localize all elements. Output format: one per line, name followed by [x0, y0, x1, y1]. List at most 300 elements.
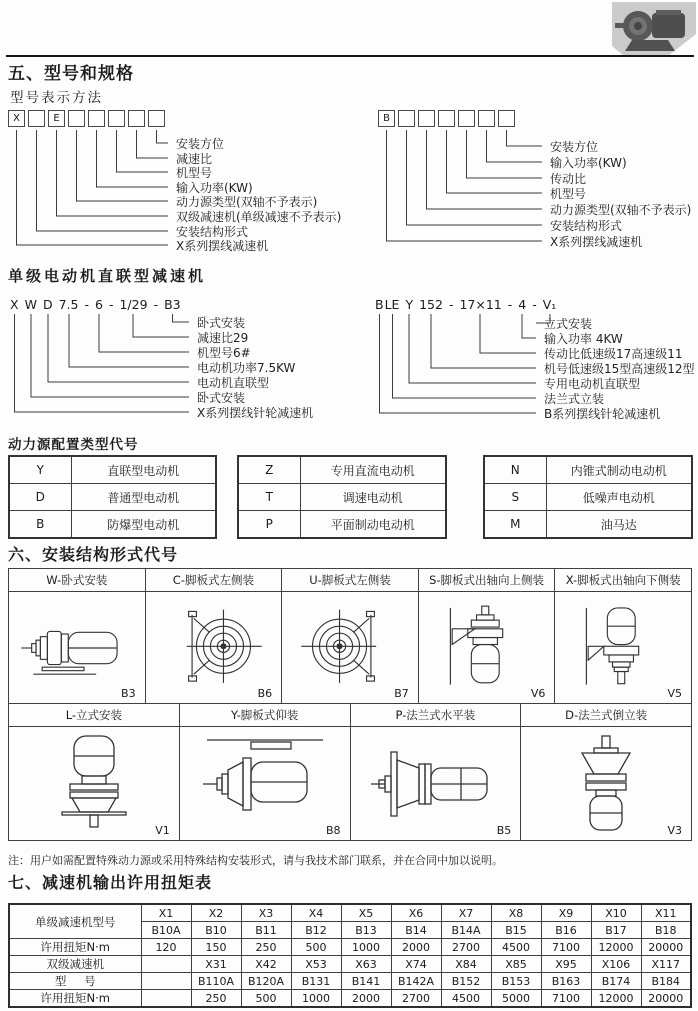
- path: [77, 130, 169, 201]
- rect: [652, 13, 685, 38]
- torque-value-cell: X5: [341, 904, 391, 922]
- path: [173, 314, 190, 322]
- torque-row: [9, 904, 691, 922]
- power-code-cell: Z: [238, 456, 300, 484]
- model-code-diagram-x-label: 安装方位: [176, 137, 225, 151]
- torque-value-cell: X117: [641, 956, 691, 973]
- install-form-cell: [555, 592, 692, 704]
- mounting-code: V5: [667, 687, 682, 700]
- rect: [42, 667, 84, 670]
- code-token: -: [448, 297, 454, 312]
- power-source-row: [9, 511, 216, 539]
- model-code-diagram-b-label: 安装方位: [550, 140, 599, 154]
- power-desc-cell: 油马达: [546, 511, 692, 539]
- torque-value-cell: 20000: [641, 939, 691, 956]
- torque-value-cell: 250: [241, 939, 291, 956]
- example-code-diagram-xwd-label: X系列摆线针轮减速机: [197, 406, 314, 420]
- front-feet-right-icon: [282, 597, 418, 699]
- torque-value-cell: X106: [591, 956, 641, 973]
- product-photo: [612, 2, 696, 60]
- torque-value-cell: 250: [191, 990, 241, 1008]
- mounting-code: B3: [121, 687, 136, 700]
- torque-row-label: 许用扭矩N·m: [9, 939, 141, 956]
- rect: [473, 637, 497, 644]
- install-form-header: Y-脚板式仰装: [179, 704, 350, 727]
- rect: [613, 661, 630, 666]
- tbody: [484, 456, 692, 538]
- model-code-diagram-x: [8, 110, 408, 262]
- code-token: 6: [95, 297, 103, 312]
- example-code-diagram-ble-label: B系列摆线针轮减速机: [544, 407, 661, 421]
- wall-shaft-down-icon: [555, 597, 691, 699]
- code-box: B: [378, 110, 395, 127]
- torque-value-cell: [141, 990, 191, 1008]
- tbody: [238, 456, 446, 538]
- power-desc-cell: 普通型电动机: [71, 484, 216, 511]
- torque-row-label: 许用扭矩N·m: [9, 990, 141, 1008]
- torque-value-cell: 12000: [591, 939, 641, 956]
- model-code-diagram-b: [378, 110, 698, 262]
- example-code-diagram-ble-label: 传动比低速级17高速级11: [544, 347, 683, 361]
- rect: [40, 636, 47, 659]
- div: [8, 110, 168, 129]
- torque-value-cell: 1000: [291, 990, 341, 1008]
- torque-value-cell: X8: [491, 904, 541, 922]
- path: [480, 314, 536, 353]
- power-source-row: [9, 456, 216, 484]
- power-desc-cell: 专用直流电动机: [300, 456, 446, 484]
- power-source-title: 动力源配置类型代号: [8, 437, 139, 453]
- code-box: [498, 110, 515, 127]
- rect: [31, 643, 35, 652]
- power-source-table-3: [483, 455, 693, 539]
- code-token: -: [84, 297, 89, 312]
- header-rule: [6, 55, 694, 57]
- rect: [419, 764, 425, 804]
- power-source-row: [484, 484, 692, 511]
- rect: [251, 742, 291, 749]
- torque-value-cell: B152: [441, 973, 491, 990]
- torque-value-cell: X1: [141, 904, 191, 922]
- code-box: E: [48, 110, 65, 127]
- torque-value-cell: B11: [241, 922, 291, 939]
- path: [15, 314, 190, 412]
- torque-value-cell: X11: [641, 904, 691, 922]
- torque-value-cell: B110A: [191, 973, 241, 990]
- tr: [9, 592, 692, 704]
- power-source-row: [238, 484, 446, 511]
- torque-value-cell: X31: [191, 956, 241, 973]
- rect: [586, 774, 626, 781]
- polygon: [452, 628, 475, 644]
- torque-row: [9, 939, 691, 956]
- vertical-shaft-down-icon: [9, 732, 179, 836]
- front-feet-left-icon: [146, 597, 282, 699]
- torque-value-cell: B131: [291, 973, 341, 990]
- power-source-row: [484, 456, 692, 484]
- path: [31, 314, 189, 397]
- power-code-cell: P: [238, 511, 300, 539]
- code-box: [438, 110, 455, 127]
- path: [17, 130, 169, 245]
- install-form-cell: [9, 727, 180, 841]
- model-code-diagram-b-label: 传动比: [550, 172, 587, 186]
- torque-row-label: 型 号: [9, 973, 141, 990]
- install-form-cell: [179, 727, 350, 841]
- torque-value-cell: 12000: [591, 990, 641, 1008]
- torque-value-cell: X53: [291, 956, 341, 973]
- install-form-cell: [521, 727, 692, 841]
- power-code-cell: B: [9, 511, 71, 539]
- path: [69, 314, 189, 367]
- rect: [425, 764, 431, 804]
- torque-value-cell: [141, 973, 191, 990]
- ceiling-horizontal-icon: [180, 732, 350, 836]
- code-token: 1/29: [119, 297, 148, 312]
- code-box: [478, 110, 495, 127]
- tr: [9, 569, 692, 592]
- code-token: W: [24, 297, 37, 312]
- torque-value-cell: X2: [191, 904, 241, 922]
- power-desc-cell: 内锥式制动电动机: [546, 456, 692, 484]
- model-code-diagram-x-label: 机型号: [176, 166, 213, 180]
- example-code-diagram-ble-label: 法兰式立装: [544, 392, 605, 406]
- mounting-code: V3: [667, 824, 682, 837]
- rect: [217, 778, 222, 790]
- install-form-header: P-法兰式水平装: [350, 704, 521, 727]
- example-code-diagram-ble-label: 立式安装: [544, 317, 593, 331]
- path: [99, 314, 189, 352]
- single-stage-title: 单级电动机直联型减速机: [8, 267, 207, 285]
- path: [387, 130, 543, 241]
- rect: [471, 620, 499, 627]
- horizontal-side-icon: [9, 597, 145, 699]
- code-box: [148, 110, 165, 127]
- torque-table: [8, 903, 692, 1008]
- model-code-diagram-x-label: 双级减速机(单级减速不予表示): [176, 210, 342, 224]
- model-code-diagram-b-connector-lines: [378, 110, 698, 262]
- power-code-cell: Y: [9, 456, 71, 484]
- tbody: [9, 904, 691, 1007]
- power-code-cell: M: [484, 511, 546, 539]
- torque-value-cell: B13: [341, 922, 391, 939]
- torque-value-cell: B153: [491, 973, 541, 990]
- rect: [391, 752, 397, 816]
- torque-value-cell: X4: [291, 904, 341, 922]
- path: [48, 314, 189, 382]
- install-form-header: U-脚板式左侧装: [282, 569, 419, 592]
- rect: [222, 774, 228, 794]
- torque-value-cell: 2000: [391, 939, 441, 956]
- rect: [586, 783, 626, 790]
- svg: [562, 597, 684, 699]
- rect: [596, 790, 616, 796]
- torque-value-cell: B10: [191, 922, 241, 939]
- torque-row: [9, 990, 691, 1008]
- polygon: [582, 753, 630, 774]
- model-code-diagram-x-label: 安装结构形式: [176, 225, 249, 239]
- model-code-diagram-b-label: 机型号: [550, 187, 587, 201]
- mounting-code: V6: [530, 687, 546, 700]
- torque-value-cell: B18: [641, 922, 691, 939]
- torque-value-cell: 20000: [641, 990, 691, 1008]
- code-token: Y: [405, 297, 414, 312]
- power-source-row: [484, 511, 692, 539]
- example-code-diagram-xwd-label: 电动机直联型: [197, 376, 270, 390]
- svg: [289, 597, 411, 699]
- example-code-diagram-xwd-label: 电动机功率7.5KW: [197, 361, 296, 375]
- power-desc-cell: 平面制动电动机: [300, 511, 446, 539]
- svg: [152, 597, 274, 699]
- torque-value-cell: 150: [191, 939, 241, 956]
- example-code-diagram-ble: [375, 294, 697, 434]
- code-token: D: [42, 297, 53, 312]
- path: [427, 130, 543, 209]
- torque-value-cell: B163: [541, 973, 591, 990]
- section6-title: 六、安装结构形式代号: [8, 545, 179, 564]
- tbody: [9, 569, 692, 704]
- rect: [90, 815, 98, 827]
- torque-value-cell: 4500: [491, 939, 541, 956]
- example-code-diagram-ble-label: 专用电动机直联型: [544, 377, 641, 391]
- svg: [16, 597, 138, 699]
- install-form-header: S-脚板式出轴向上侧装: [418, 569, 555, 592]
- flange-inverted-icon: [521, 732, 691, 836]
- torque-value-cell: 5000: [491, 990, 541, 1008]
- path: [133, 314, 189, 337]
- svg: [361, 732, 509, 836]
- code-token: B: [375, 297, 384, 312]
- model-code-diagram-x-label: 减速比: [176, 152, 213, 166]
- power-code-cell: S: [484, 484, 546, 511]
- torque-value-cell: B184: [641, 973, 691, 990]
- path: [522, 314, 536, 338]
- code-token: V₁: [542, 297, 557, 312]
- model-code-diagram-b-label: 安装结构形式: [550, 219, 623, 233]
- path: [380, 314, 537, 413]
- div: [378, 110, 518, 129]
- mounting-code: B7: [394, 687, 409, 700]
- torque-value-cell: 1000: [341, 939, 391, 956]
- svg: [191, 732, 339, 836]
- torque-value-cell: [141, 956, 191, 973]
- path: [431, 314, 536, 368]
- rect: [602, 736, 610, 748]
- torque-value-cell: 7100: [541, 990, 591, 1008]
- svg: [426, 597, 548, 699]
- polygon: [625, 40, 675, 51]
- example-code-diagram-xwd-label: 减速比29: [197, 331, 249, 345]
- example-code-diagram-xwd-label: 机型号6#: [197, 346, 251, 360]
- mounting-code: B5: [496, 824, 512, 837]
- model-code-diagram-x-label: X系列摆线减速机: [176, 239, 269, 253]
- install-structure-table: [8, 568, 692, 704]
- rect: [656, 10, 681, 15]
- torque-value-cell: B12: [291, 922, 341, 939]
- install-form-header: L-立式安装: [9, 704, 180, 727]
- gearmotor-photo-image: [612, 2, 696, 56]
- torque-value-cell: B14: [391, 922, 441, 939]
- path: [467, 130, 543, 178]
- model-notation-subtitle: 型号表示方法: [10, 90, 103, 106]
- circle: [634, 22, 642, 30]
- code-token: 4: [518, 297, 527, 312]
- install-form-cell: [350, 727, 521, 841]
- torque-value-cell: B141: [341, 973, 391, 990]
- install-form-header: W-卧式安装: [9, 569, 146, 592]
- path: [447, 130, 543, 193]
- power-code-cell: D: [9, 484, 71, 511]
- torque-value-cell: X6: [391, 904, 441, 922]
- path: [157, 130, 169, 143]
- rect: [61, 634, 68, 662]
- code-box: X: [8, 110, 25, 127]
- rect: [594, 748, 618, 753]
- torque-row: [9, 956, 691, 973]
- model-code-diagram-b-label: 输入功率(KW): [550, 156, 627, 170]
- code-box: [128, 110, 145, 127]
- power-desc-cell: 防爆型电动机: [71, 511, 216, 539]
- mounting-code: B8: [325, 824, 341, 837]
- mounting-code: B6: [257, 687, 273, 700]
- example-code-diagram-xwd: [10, 294, 350, 434]
- rect: [243, 758, 251, 810]
- rect: [47, 631, 61, 664]
- power-source-row: [9, 484, 216, 511]
- section7-title: 七、减速机输出许用扭矩表: [8, 873, 213, 892]
- code-token: -: [108, 297, 114, 312]
- flange-horizontal-icon: [351, 732, 521, 836]
- model-code-diagram-x-label: 输入功率(KW): [176, 181, 253, 195]
- code-token: X: [10, 297, 19, 312]
- torque-value-cell: X7: [441, 904, 491, 922]
- install-structure-table: [8, 703, 692, 841]
- tbody: [9, 704, 692, 841]
- section5-title: 五、型号和规格: [8, 64, 134, 84]
- power-code-cell: N: [484, 456, 546, 484]
- torque-value-cell: 7100: [541, 939, 591, 956]
- mounting-code: V1: [155, 824, 170, 837]
- model-code-diagram-b-label: X系列摆线减速机: [550, 235, 643, 249]
- tr: [9, 704, 692, 727]
- torque-value-cell: 500: [241, 990, 291, 1008]
- torque-value-cell: 120: [141, 939, 191, 956]
- torque-value-cell: B142A: [391, 973, 441, 990]
- torque-value-cell: B174: [591, 973, 641, 990]
- torque-value-cell: X3: [241, 904, 291, 922]
- code-token: 152: [419, 297, 443, 312]
- code-box: [108, 110, 125, 127]
- example-code-diagram-xwd-label: 卧式安装: [197, 316, 246, 330]
- install-form-cell: [418, 592, 555, 704]
- torque-value-cell: X74: [391, 956, 441, 973]
- install-form-cell: [145, 592, 282, 704]
- power-source-row: [238, 511, 446, 539]
- div: [375, 294, 562, 313]
- polygon: [228, 762, 243, 806]
- torque-row: [9, 973, 691, 990]
- path: [117, 130, 169, 172]
- path: [487, 130, 543, 162]
- wall-shaft-up-icon: [419, 597, 555, 699]
- rect: [615, 23, 625, 28]
- code-box: [68, 110, 85, 127]
- rect: [618, 671, 625, 683]
- torque-value-cell: 2700: [441, 939, 491, 956]
- torque-row-label: 单级减速机型号: [9, 904, 141, 939]
- polygon: [397, 760, 419, 808]
- torque-value-cell: B16: [541, 922, 591, 939]
- model-code-diagram-x-label: 动力源类型(双轴不予表示): [176, 195, 318, 209]
- svg: [20, 732, 168, 836]
- example-code-diagram-ble-label: 机号低速级15型高速级12型: [544, 362, 695, 376]
- path: [407, 130, 543, 225]
- path: [393, 314, 537, 398]
- torque-value-cell: X84: [441, 956, 491, 973]
- rect: [481, 606, 488, 615]
- code-token: 7.5: [58, 297, 79, 312]
- torque-value-cell: B15: [491, 922, 541, 939]
- code-token: -: [153, 297, 159, 312]
- torque-value-cell: 500: [291, 939, 341, 956]
- footnote: 注：用户如需配置特殊动力源或采用特殊结构安装形式，请与我技术部门联系，并在合同中加以说明。: [8, 854, 503, 867]
- path: [507, 130, 543, 146]
- example-code-diagram-xwd-label: 卧式安装: [197, 391, 246, 405]
- install-form-header: X-脚板式出轴向下侧装: [555, 569, 692, 592]
- torque-value-cell: 4500: [441, 990, 491, 1008]
- rect: [70, 784, 118, 790]
- torque-value-cell: B14A: [441, 922, 491, 939]
- polygon: [72, 798, 116, 812]
- code-box: [88, 110, 105, 127]
- rect: [604, 646, 639, 655]
- install-form-header: C-脚板式左侧装: [145, 569, 282, 592]
- install-form-cell: [282, 592, 419, 704]
- rect: [476, 614, 493, 619]
- rect: [609, 654, 633, 661]
- path: [137, 130, 169, 158]
- svg: [532, 732, 680, 836]
- code-box: [418, 110, 435, 127]
- code-token: -: [532, 297, 537, 312]
- torque-value-cell: 2700: [391, 990, 441, 1008]
- power-desc-cell: 低噪声电动机: [546, 484, 692, 511]
- torque-value-cell: X95: [541, 956, 591, 973]
- torque-value-cell: B120A: [241, 973, 291, 990]
- tr: [9, 727, 692, 841]
- power-source-row: [238, 456, 446, 484]
- code-token: LE: [384, 297, 400, 312]
- install-form-cell: [9, 592, 146, 704]
- power-desc-cell: 调速电动机: [300, 484, 446, 511]
- rect: [82, 776, 106, 784]
- power-source-table-1: [8, 455, 217, 539]
- power-source-table-2: [237, 455, 447, 539]
- rect: [70, 792, 118, 798]
- rect: [385, 776, 391, 792]
- torque-value-cell: X85: [491, 956, 541, 973]
- model-code-diagram-b-label: 动力源类型(双轴不予表示): [550, 203, 692, 217]
- torque-value-cell: B17: [591, 922, 641, 939]
- code-box: [398, 110, 415, 127]
- torque-value-cell: X9: [541, 904, 591, 922]
- code-token: -: [507, 297, 513, 312]
- path: [57, 130, 169, 216]
- power-desc-cell: 直联型电动机: [71, 456, 216, 484]
- path: [37, 130, 169, 231]
- code-box: [28, 110, 45, 127]
- tbody: [9, 456, 216, 538]
